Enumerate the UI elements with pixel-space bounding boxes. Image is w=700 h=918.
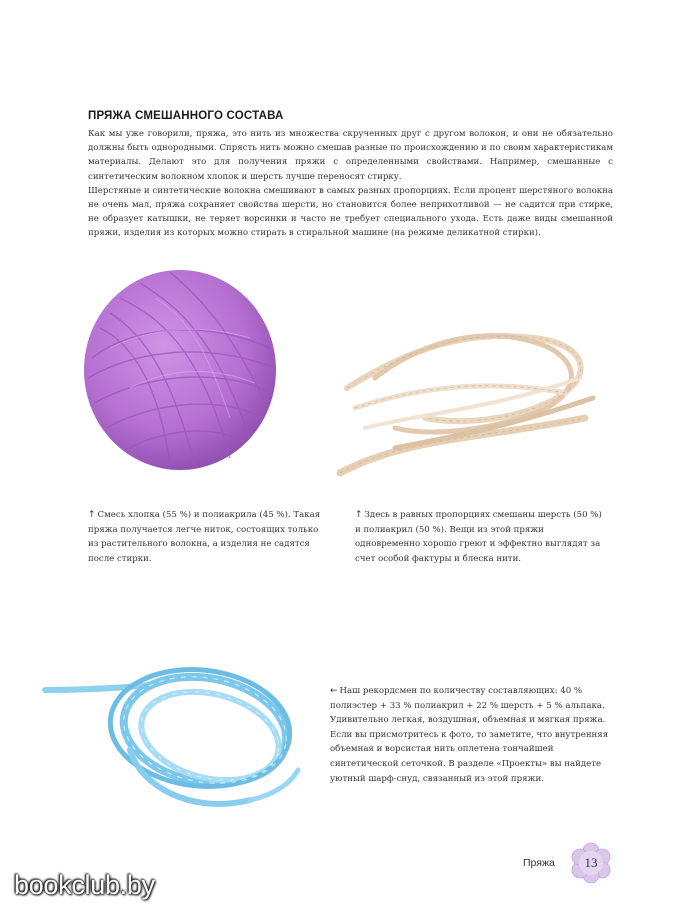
yarn-ball-body: [84, 270, 276, 470]
intro-paragraph-2: Шерстяные и синтетические волокна смешивают в самых разных пропорциях. Если процент шерстяного волокна не очень мал, пряжа сохраняет свойства шерсти, но становится более неприхотливой — не садится при стирке, не образует катышки, не теряет ворсинки и часто не требует специального ухода. Есть даже виды смешанной пряжи, изделия из которых можно стирать в стиральной машине (на режиме деликатной стирки).: [88, 185, 613, 239]
caption-purple-yarn: [88, 508, 324, 566]
page-number: 13: [584, 855, 598, 870]
purple-yarn-ball-image: [80, 258, 280, 478]
intro-paragraph-1: Как мы уже говорили, пряжа, это нить из множества скрученных друг с другом волокон, и они не обязательно должны быть однородными. Спрясть нить можно смешав разные по происхождению и по своим характеристикам материалы. Делают это для получения пряжи с определенными свойствами. Например, смешанные с синтетическим волокном хлопок и шерсть лучше переносят стирку.: [88, 129, 613, 182]
beige-yarn-image: [335, 318, 605, 488]
caption-beige-text: Здесь в равных пропорциях смешаны шерсть (50 %) и полиакрил (50 %). Вещи из этой пряжи одновременно хорошо греют и эффектно выглядят за счет особой фактуры и блеска нити.: [355, 510, 602, 564]
caption-blue-yarn: [330, 684, 612, 786]
caption-blue-text: Наш рекордсмен по количеству составляющих: 40 % полиэстер + 33 % полиакрил + 22 % шерсть + 5 % альпака. Удивительно легкая, воздушная, объемная и мягкая пряжа. Если вы присмотритесь к фото, то заметите, что внутренняя объемная и ворсистая нить оплетена тончайшей синтетической сеточкой. В разделе «Проекты» вы найдете уютный шарф-снуд, связанный из этой пряжи.: [330, 686, 609, 784]
watermark: bookclub.by: [14, 870, 155, 900]
section-title: ПРЯЖА СМЕШАННОГО СОСТАВА: [88, 110, 284, 122]
footer-section-label: Пряжа: [523, 857, 555, 869]
caption-purple-text: Смесь хлопка (55 %) и полиакрила (45 %). Такая пряжа получается легче ниток, состоящих только из растительного волокна, а изделия не садятся после стирки.: [88, 510, 321, 564]
blue-yarn-image: [40, 650, 305, 820]
arrow-up-icon: ↑: [88, 510, 96, 520]
caption-beige-yarn: [355, 508, 605, 566]
arrow-up-icon: ↑: [355, 510, 363, 520]
arrow-left-icon: ←: [330, 686, 338, 696]
intro-text: [88, 127, 613, 241]
